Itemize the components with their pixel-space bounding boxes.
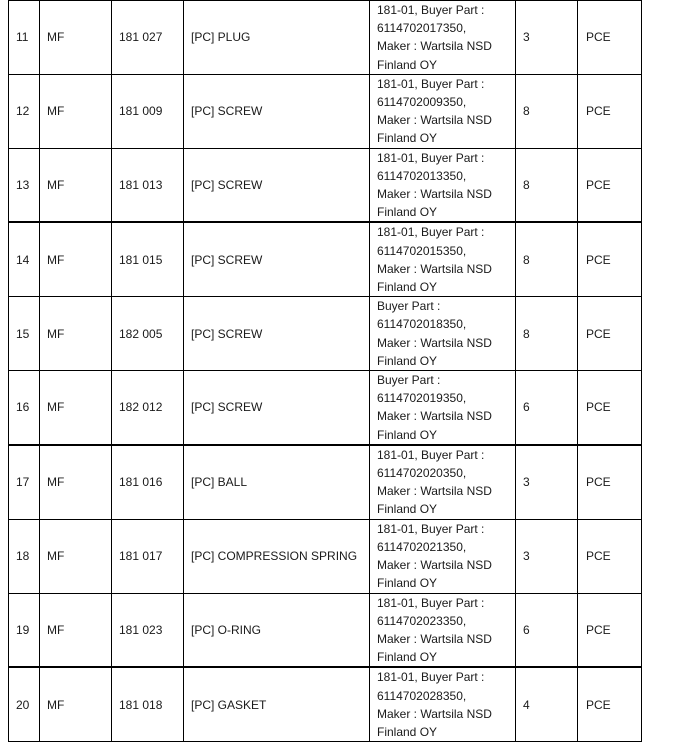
description-line: Finland OY: [377, 576, 438, 591]
item-name: [PC] GASKET: [184, 667, 370, 741]
item-number: 11: [9, 1, 40, 75]
item-number: 12: [9, 74, 40, 148]
item-unit: PCE: [578, 371, 642, 445]
table-row: [9, 667, 642, 741]
description-line: Maker : Wartsila NSD: [377, 39, 492, 54]
description-line: Maker : Wartsila NSD: [377, 558, 492, 573]
item-description: [370, 1, 516, 75]
description-line: 181-01, Buyer Part :: [377, 150, 485, 165]
description-line: 6114702019350,: [377, 391, 467, 406]
item-type: MF: [40, 148, 112, 222]
description-line: 6114702017350,: [377, 21, 467, 36]
item-code: 181 017: [112, 519, 184, 593]
description-line: Finland OY: [377, 280, 438, 295]
table-row: [9, 74, 642, 148]
item-quantity: 3: [516, 519, 578, 593]
item-description: [370, 74, 516, 148]
description-line: 6114702023350,: [377, 613, 467, 628]
item-description: [370, 148, 516, 222]
item-type: MF: [40, 74, 112, 148]
description-line: 6114702021350,: [377, 539, 467, 554]
item-name: [PC] SCREW: [184, 371, 370, 445]
parts-table: [8, 0, 642, 742]
description-line: 181-01, Buyer Part :: [377, 670, 485, 685]
item-name: [PC] SCREW: [184, 297, 370, 371]
item-type: MF: [40, 667, 112, 741]
item-description: [370, 445, 516, 519]
item-code: 181 016: [112, 445, 184, 519]
item-type: MF: [40, 519, 112, 593]
item-description: [370, 519, 516, 593]
item-name: [PC] SCREW: [184, 148, 370, 222]
item-quantity: 8: [516, 297, 578, 371]
item-name: [PC] PLUG: [184, 1, 370, 75]
description-line: Maker : Wartsila NSD: [377, 409, 492, 424]
item-code: 181 009: [112, 74, 184, 148]
description-line: Finland OY: [377, 57, 438, 72]
item-code: 181 023: [112, 593, 184, 667]
item-name: [PC] COMPRESSION SPRING: [184, 519, 370, 593]
parts-table-body: [9, 1, 642, 742]
description-line: 181-01, Buyer Part :: [377, 225, 485, 240]
item-type: MF: [40, 445, 112, 519]
item-code: 182 012: [112, 371, 184, 445]
item-description: [370, 667, 516, 741]
table-row: [9, 222, 642, 296]
description-line: Finland OY: [377, 502, 438, 517]
item-code: 181 015: [112, 222, 184, 296]
description-line: Buyer Part :: [377, 299, 441, 314]
item-quantity: 3: [516, 445, 578, 519]
table-row: [9, 593, 642, 667]
description-line: Finland OY: [377, 650, 438, 665]
item-number: 16: [9, 371, 40, 445]
item-quantity: 8: [516, 222, 578, 296]
item-number: 15: [9, 297, 40, 371]
item-quantity: 8: [516, 74, 578, 148]
item-name: [PC] O-RING: [184, 593, 370, 667]
item-quantity: 3: [516, 1, 578, 75]
item-unit: PCE: [578, 667, 642, 741]
item-quantity: 8: [516, 148, 578, 222]
description-line: 6114702015350,: [377, 243, 467, 258]
item-type: MF: [40, 222, 112, 296]
item-description: [370, 297, 516, 371]
item-code: 182 005: [112, 297, 184, 371]
item-type: MF: [40, 1, 112, 75]
description-line: 181-01, Buyer Part :: [377, 3, 485, 17]
description-line: Maker : Wartsila NSD: [377, 187, 492, 202]
item-number: 13: [9, 148, 40, 222]
item-unit: PCE: [578, 445, 642, 519]
item-unit: PCE: [578, 74, 642, 148]
item-quantity: 4: [516, 667, 578, 741]
description-line: Finland OY: [377, 131, 438, 146]
item-unit: PCE: [578, 222, 642, 296]
item-code: 181 013: [112, 148, 184, 222]
description-line: Maker : Wartsila NSD: [377, 261, 492, 276]
item-number: 14: [9, 222, 40, 296]
item-quantity: 6: [516, 371, 578, 445]
description-line: 181-01, Buyer Part :: [377, 76, 485, 91]
item-unit: PCE: [578, 148, 642, 222]
table-row: [9, 297, 642, 371]
description-line: 181-01, Buyer Part :: [377, 595, 485, 610]
table-row: [9, 371, 642, 445]
description-line: Finland OY: [377, 427, 438, 442]
description-line: Maker : Wartsila NSD: [377, 113, 492, 128]
table-row: [9, 519, 642, 593]
item-unit: PCE: [578, 297, 642, 371]
description-line: Maker : Wartsila NSD: [377, 484, 492, 499]
description-line: 181-01, Buyer Part :: [377, 447, 485, 462]
item-type: MF: [40, 371, 112, 445]
item-type: MF: [40, 593, 112, 667]
description-line: Maker : Wartsila NSD: [377, 631, 492, 646]
item-description: [370, 222, 516, 296]
item-number: 19: [9, 593, 40, 667]
item-description: [370, 371, 516, 445]
item-quantity: 6: [516, 593, 578, 667]
description-line: 6114702009350,: [377, 95, 467, 110]
item-unit: PCE: [578, 593, 642, 667]
description-line: Maker : Wartsila NSD: [377, 706, 492, 721]
description-line: 181-01, Buyer Part :: [377, 521, 485, 536]
item-type: MF: [40, 297, 112, 371]
description-line: Finland OY: [377, 205, 438, 220]
table-row: [9, 445, 642, 519]
description-line: Finland OY: [377, 353, 438, 368]
description-line: 6114702018350,: [377, 317, 467, 332]
item-code: 181 027: [112, 1, 184, 75]
item-code: 181 018: [112, 667, 184, 741]
item-number: 18: [9, 519, 40, 593]
description-line: Buyer Part :: [377, 373, 441, 388]
item-description: [370, 593, 516, 667]
item-name: [PC] SCREW: [184, 222, 370, 296]
item-number: 20: [9, 667, 40, 741]
table-row: [9, 1, 642, 75]
table-row: [9, 148, 642, 222]
item-unit: PCE: [578, 1, 642, 75]
item-name: [PC] SCREW: [184, 74, 370, 148]
description-line: 6114702020350,: [377, 466, 467, 481]
item-number: 17: [9, 445, 40, 519]
item-unit: PCE: [578, 519, 642, 593]
item-name: [PC] BALL: [184, 445, 370, 519]
description-line: 6114702013350,: [377, 168, 467, 183]
description-line: 6114702028350,: [377, 688, 467, 703]
description-line: Finland OY: [377, 724, 438, 739]
description-line: Maker : Wartsila NSD: [377, 335, 492, 350]
